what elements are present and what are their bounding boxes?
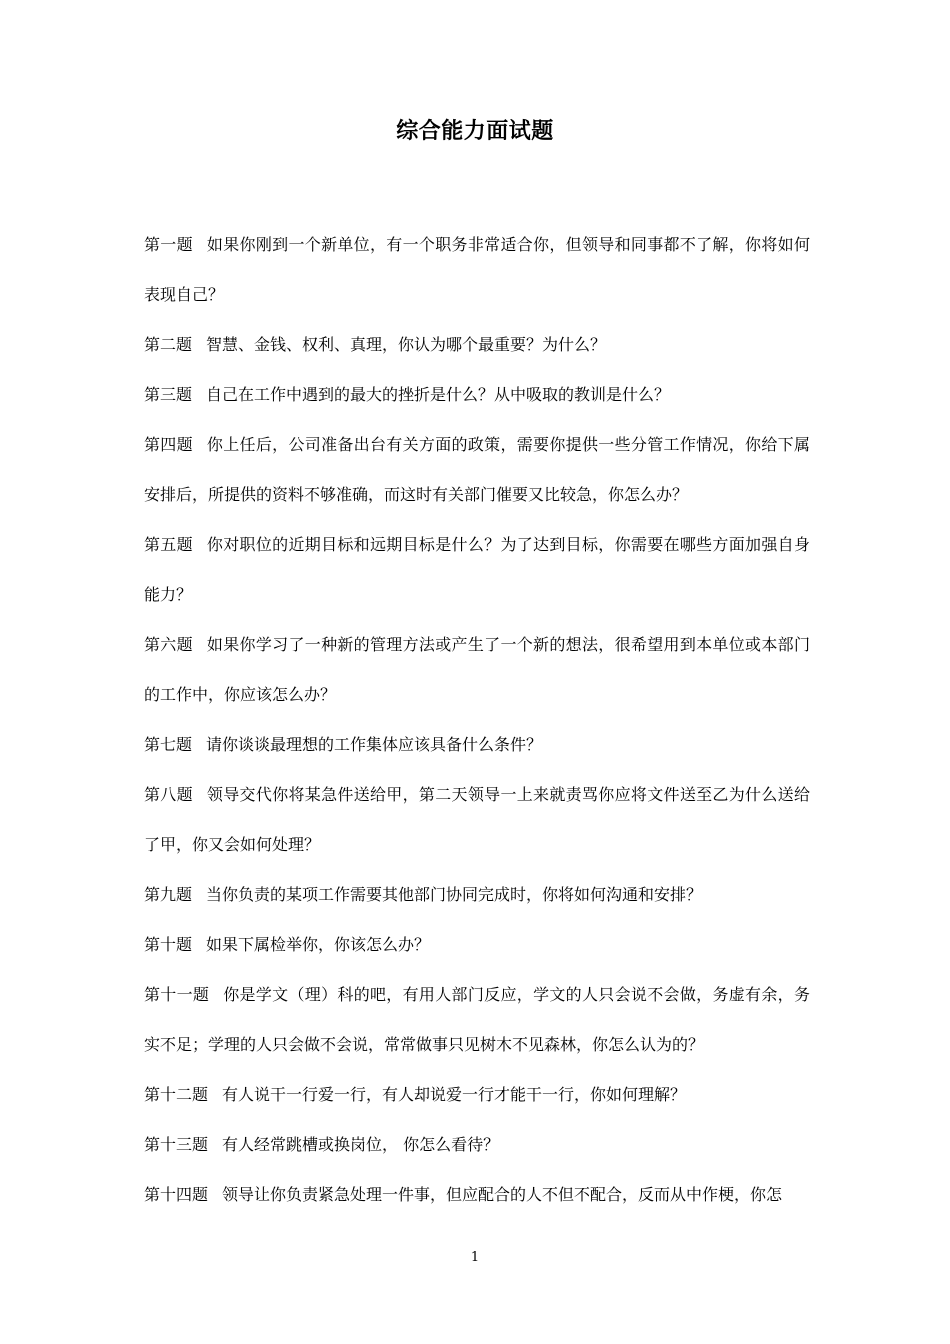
question-number: 第一题 [144,235,193,254]
question-number: 第七题 [144,735,193,754]
question-text: 如果你刚到一个新单位，有一个职务非常适合你，但领导和同事都不了解，你将如何表现自己？ [144,235,810,304]
question-number: 第十题 [144,935,193,954]
question-text: 当你负责的某项工作需要其他部门协同完成时，你将如何沟通和安排？ [206,885,703,904]
question-number: 第十二题 [144,1085,209,1104]
question-item [144,620,810,720]
question-item [144,1070,810,1120]
question-number: 第九题 [144,885,193,904]
question-text: 领导让你负责紧急处理一件事，但应配合的人不但不配合，反而从中作梗，你怎 [222,1185,783,1204]
question-item [144,1170,810,1220]
question-item [144,420,810,520]
question-item [144,970,810,1070]
question-item [144,370,810,420]
question-number: 第四题 [144,435,193,454]
page-number: 1 [470,1250,480,1265]
question-text: 请你谈谈最理想的工作集体应该具备什么条件？ [206,735,543,754]
question-number: 第二题 [144,335,193,354]
question-number: 第六题 [144,635,193,654]
question-number: 第十三题 [144,1135,209,1154]
document-title: 综合能力面试题 [396,119,554,144]
question-text: 智慧、金钱、权利、真理，你认为哪个最重要？为什么？ [206,335,607,354]
question-item [144,1120,810,1170]
question-item [144,920,810,970]
question-item [144,720,810,770]
question-text: 你是学文（理）科的吧，有用人部门反应，学文的人只会说不会做，务虚有余，务实不足；学理的人只会做不会说，常常做事只见树木不见森林，你怎么认为的？ [144,985,810,1054]
question-text: 如果你学习了一种新的管理方法或产生了一个新的想法，很希望用到本单位或本部门的工作中，你应该怎么办？ [144,635,810,704]
question-text: 有人经常跳槽或换岗位， 你怎么看待？ [222,1135,500,1154]
question-text: 如果下属检举你，你该怎么办？ [206,935,431,954]
question-item [144,220,810,320]
question-list [144,220,810,1220]
question-text: 有人说干一行爱一行，有人却说爱一行才能干一行，你如何理解？ [222,1085,687,1104]
question-item [144,770,810,870]
question-item [144,520,810,620]
question-text: 你对职位的近期目标和远期目标是什么？为了达到目标，你需要在哪些方面加强自身能力？ [144,535,810,604]
question-number: 第十一题 [144,985,210,1004]
question-item [144,320,810,370]
question-text: 你上任后，公司准备出台有关方面的政策，需要你提供一些分管工作情况，你给下属安排后，所提供的资料不够准确，而这时有关部门催要又比较急，你怎么办？ [144,435,810,504]
question-number: 第八题 [144,785,193,804]
question-text: 自己在工作中遇到的最大的挫折是什么？从中吸取的教训是什么？ [206,385,671,404]
question-number: 第三题 [144,385,193,404]
question-item [144,870,810,920]
question-number: 第十四题 [144,1185,209,1204]
question-number: 第五题 [144,535,193,554]
question-text: 领导交代你将某急件送给甲，第二天领导一上来就责骂你应将文件送至乙为什么送给了甲，你又会如何处理？ [144,785,810,854]
